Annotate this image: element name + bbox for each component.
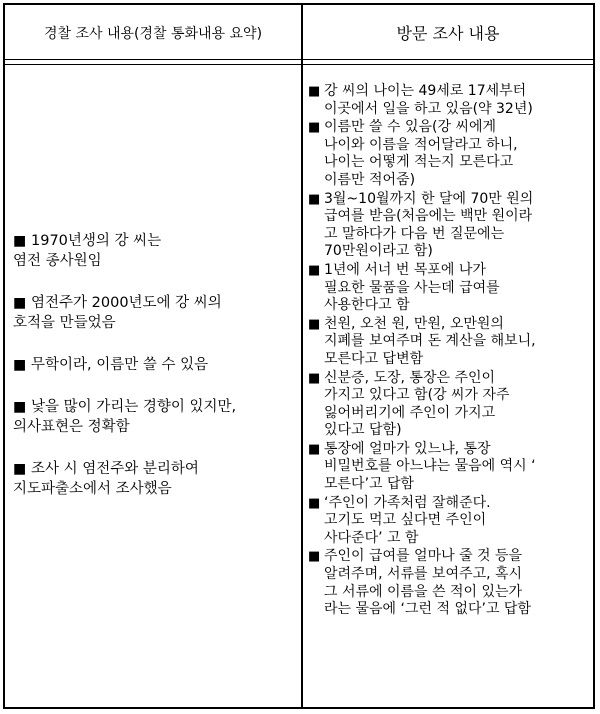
list-item-text: 1년에 서너 번 목포에 나가 필요한 물품을 사는데 급여를 사용한다고 함	[324, 261, 500, 314]
square-bullet-icon: ■	[13, 399, 27, 415]
list-item	[308, 191, 594, 261]
list-item	[13, 397, 297, 437]
square-bullet-icon: ■	[13, 461, 27, 477]
list-item-text: 신분증, 도장, 통장은 주인이 가지고 있다고 함(강 씨가 자주 잃어버리기에 주인이 가지고 있다고 답함)	[324, 369, 510, 439]
list-item-text: 무학이라, 이름만 쓸 수 있음	[31, 357, 209, 373]
header-police-investigation: 경찰 조사 내용(경찰 통화내용 요약)	[43, 25, 263, 42]
square-bullet-icon: ■	[308, 441, 321, 457]
list-item-text: 강 씨의 나이는 49세로 17세부터 이곳에서 일을 하고 있음(약 32년)	[324, 83, 533, 117]
list-item	[308, 262, 594, 315]
list-item-text: 천원, 오천 원, 만원, 오만원의 지폐를 보여주며 돈 계산을 해보니, 모른다고 답변함	[324, 315, 536, 367]
list-item	[308, 83, 594, 118]
list-item-text: 3월~10월까지 한 달에 70만 원의 급여를 받음(처음에는 백만 원이라 고 말하다가 다음 번 질문에는 70만원이라고 함)	[324, 190, 534, 260]
square-bullet-icon: ■	[308, 549, 321, 565]
list-item-text: 낯을 많이 가리는 경향이 있지만, 의사표현은 정확함	[13, 399, 237, 435]
list-item-text: ‘주인이 가족처럼 잘해준다. 고기도 먹고 싶다면 주인이 사다준다’ 고 함	[324, 494, 491, 546]
list-item	[308, 441, 594, 494]
police-investigation-cell	[13, 231, 297, 521]
square-bullet-icon: ■	[13, 295, 27, 311]
list-item	[13, 231, 297, 271]
list-item-text: 1970년생의 강 씨는 염전 종사원임	[13, 233, 162, 269]
square-bullet-icon: ■	[308, 262, 321, 278]
header-visit-investigation: 방문 조사 내용	[396, 24, 500, 43]
list-item	[13, 293, 297, 333]
comparison-table	[3, 3, 595, 709]
list-item-text: 조사 시 염전주와 분리하여 지도파출소에서 조사했음	[13, 461, 199, 497]
list-item-text: 이름만 쓸 수 있음(강 씨에게 나이와 이름을 적어달라고 하니, 나이는 어떻게 적는지 모른다고 이름만 적어줌)	[324, 119, 518, 188]
list-item	[308, 370, 594, 440]
list-item	[308, 119, 594, 189]
square-bullet-icon: ■	[13, 233, 27, 249]
square-bullet-icon: ■	[308, 84, 321, 99]
square-bullet-icon: ■	[308, 370, 321, 386]
list-item-text: 주인이 급여를 얼마나 줄 것 등을 알려주며, 서류를 보여주고, 혹시 그 서류에 이름을 쓴 적이 있는가 라는 물음에 ‘그런 적 없다’고 답함	[324, 548, 531, 618]
list-item	[13, 355, 297, 375]
square-bullet-icon: ■	[308, 191, 321, 207]
list-item	[308, 495, 594, 548]
column-divider	[301, 5, 303, 707]
list-item	[308, 548, 594, 618]
list-item	[13, 459, 297, 499]
visit-investigation-cell	[308, 83, 594, 620]
list-item	[308, 316, 594, 369]
square-bullet-icon: ■	[308, 120, 321, 136]
square-bullet-icon: ■	[308, 316, 321, 332]
list-item-text: 염전주가 2000년도에 강 씨의 호적을 만들었음	[13, 295, 222, 331]
list-item-text: 통장에 얼마가 있느냐, 통장 비밀번호를 아느냐는 물음에 역시 ‘ 모른다’고 답함	[324, 440, 536, 493]
square-bullet-icon: ■	[13, 357, 27, 373]
square-bullet-icon: ■	[308, 495, 321, 511]
table-header-row	[5, 5, 593, 60]
